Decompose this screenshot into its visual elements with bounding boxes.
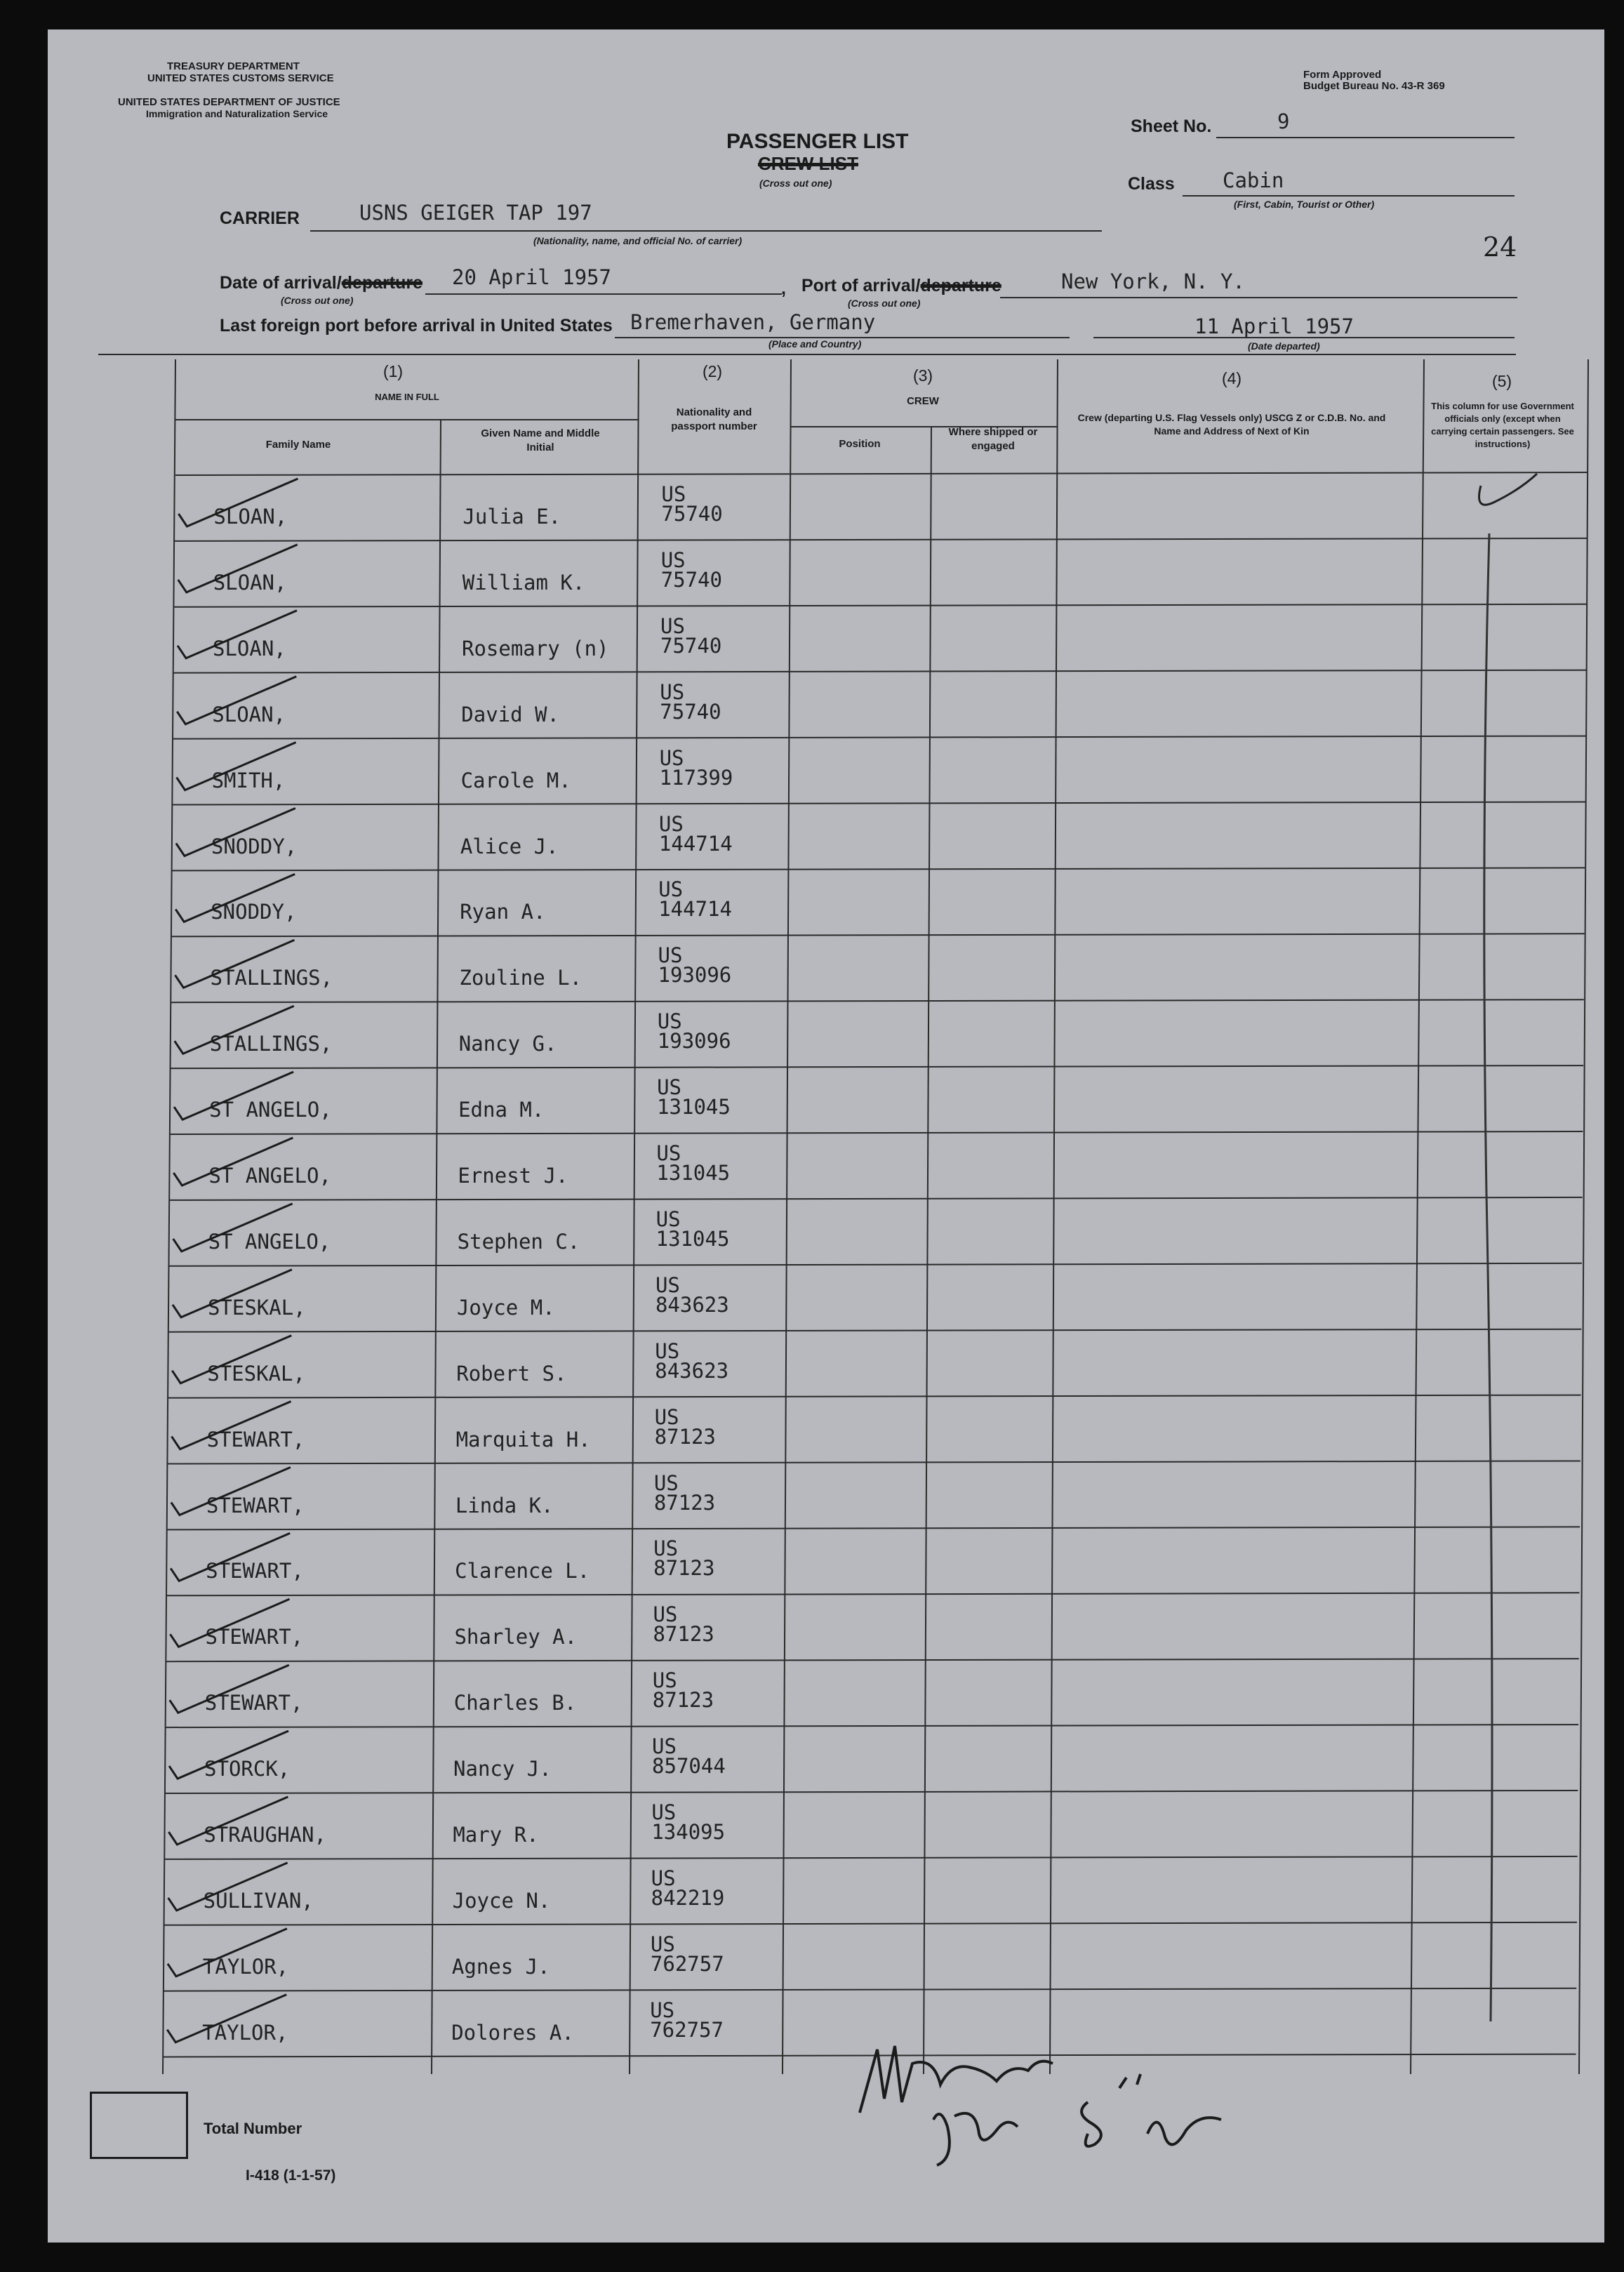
agency-line-1: TREASURY DEPARTMENT	[167, 60, 300, 72]
col4-number: (4)	[1221, 369, 1242, 387]
date-of-arrival-value: 20 April 1957	[452, 265, 611, 289]
row-check-icon	[173, 1270, 292, 1317]
family-name: STESKAL,	[207, 1295, 306, 1320]
family-name: STORCK,	[204, 1757, 291, 1781]
family-name: STALLINGS,	[210, 966, 333, 990]
column5-check-icon	[1479, 474, 1538, 505]
given-name: Linda K.	[455, 1493, 554, 1517]
passport-number: 131045	[657, 1095, 731, 1120]
col3-position: Position	[839, 438, 881, 450]
nationality: US	[650, 1998, 675, 2022]
total-number-box[interactable]	[90, 2092, 188, 2159]
agency-line-2: UNITED STATES CUSTOMS SERVICE	[147, 72, 334, 84]
passport-number: 144714	[658, 897, 732, 922]
col3-title: CREW	[907, 395, 939, 407]
given-name: Agnes J.	[451, 1954, 550, 1979]
date-caption: (Cross out one)	[281, 295, 354, 306]
family-name: SNODDY,	[211, 834, 298, 858]
date-comma: ,	[781, 279, 786, 298]
nationality: US	[660, 679, 685, 704]
col1-number: (1)	[382, 362, 404, 380]
given-name: Alice J.	[460, 834, 559, 858]
nationality: US	[658, 943, 683, 968]
nationality: US	[652, 1734, 677, 1759]
date-of-arrival-label: Date of arrival/departure	[220, 273, 422, 293]
family-name: SLOAN,	[212, 702, 286, 726]
family-name: SULLIVAN,	[203, 1888, 314, 1913]
family-name: STESKAL,	[207, 1361, 305, 1386]
passport-number: 131045	[655, 1226, 730, 1251]
given-name: Ryan A.	[460, 900, 546, 924]
family-name: TAYLOR,	[202, 2020, 288, 2045]
row-check-icon	[167, 1995, 286, 2042]
col5-number: (5)	[1491, 372, 1512, 390]
col1-given-name: Given Name and Middle Initial	[481, 427, 600, 453]
nationality: US	[650, 1932, 675, 1956]
given-name: Rosemary (n)	[462, 636, 609, 660]
budget-bureau-number: Budget Bureau No. 43-R 369	[1303, 80, 1445, 92]
given-name: Stephen C.	[457, 1229, 580, 1254]
family-name: STEWART,	[205, 1625, 304, 1649]
row-check-icon	[169, 1731, 291, 1781]
passport-number: 843623	[655, 1358, 729, 1383]
passport-number: 75740	[660, 699, 721, 724]
row-check-icon	[174, 1072, 293, 1120]
passport-number: 87123	[652, 1688, 714, 1713]
row-check-icon	[178, 545, 298, 592]
nationality: US	[651, 1866, 676, 1890]
column5-vertical-line	[1484, 533, 1492, 2021]
carrier-caption: (Nationality, name, and official No. of carrier)	[533, 235, 743, 246]
family-name: TAYLOR,	[202, 1954, 289, 1979]
nationality: US	[652, 1668, 677, 1693]
passport-number: 762757	[650, 2017, 724, 2042]
nationality: US	[656, 1141, 681, 1165]
agency-line-3: UNITED STATES DEPARTMENT OF JUSTICE	[118, 96, 340, 108]
family-name: STEWART,	[206, 1559, 304, 1583]
nationality: US	[658, 877, 684, 902]
nationality: US	[651, 1800, 677, 1824]
port-of-arrival-label: Port of arrival/departure	[801, 276, 1001, 295]
row-check-icon	[178, 479, 298, 526]
sheet-label: Sheet No.	[1131, 117, 1212, 136]
passport-number: 87123	[653, 1556, 715, 1581]
given-name: Nancy J.	[453, 1757, 552, 1781]
nationality: US	[657, 1009, 682, 1034]
passport-number: 87123	[653, 1490, 716, 1515]
given-name: Ernest J.	[458, 1164, 568, 1188]
last-port-label: Last foreign port before arrival in United States	[220, 316, 613, 336]
given-name: Mary R.	[453, 1823, 539, 1847]
given-name: William K.	[462, 570, 585, 594]
family-name: STRAUGHAN,	[204, 1823, 326, 1847]
col3-where-shipped: Where shipped or engaged	[948, 426, 1038, 452]
given-name: Carole M.	[460, 768, 571, 792]
passport-number: 762757	[650, 1951, 724, 1976]
nationality: US	[653, 1536, 679, 1561]
row-check-icon	[171, 1533, 290, 1581]
handwritten-page-number: 24	[1483, 232, 1517, 263]
nationality: US	[661, 482, 686, 506]
passport-number: 75740	[661, 502, 723, 526]
family-name: STEWART,	[204, 1691, 303, 1715]
given-name: Julia E.	[462, 505, 561, 529]
given-name: Joyce N.	[452, 1888, 551, 1913]
title-caption: (Cross out one)	[759, 178, 832, 189]
class-value: Cabin	[1223, 168, 1284, 192]
given-name: Charles B.	[453, 1691, 577, 1715]
port-caption: (Cross out one)	[848, 298, 921, 309]
passport-number: 144714	[658, 831, 733, 856]
row-check-icon	[175, 874, 295, 922]
given-name: Nancy G.	[458, 1032, 557, 1056]
col2-number: (2)	[702, 362, 723, 380]
family-name: STEWART,	[206, 1427, 305, 1451]
passport-number: 75740	[660, 567, 723, 592]
passport-number: 87123	[654, 1424, 716, 1449]
carrier-label: CARRIER	[220, 208, 300, 228]
family-name: ST ANGELO,	[208, 1164, 331, 1188]
signature-image	[828, 2035, 1249, 2176]
form-title: PASSENGER LIST	[726, 130, 909, 153]
nationality: US	[660, 547, 686, 572]
carrier-value: USNS GEIGER TAP 197	[359, 201, 592, 225]
col1-family-name: Family Name	[265, 439, 331, 451]
class-caption: (First, Cabin, Tourist or Other)	[1234, 199, 1375, 210]
col2-title: Nationality and passport number	[671, 406, 757, 432]
row-check-icon	[173, 1204, 293, 1251]
given-name: Joyce M.	[456, 1295, 555, 1320]
row-check-icon	[172, 1402, 291, 1449]
nationality: US	[654, 1404, 679, 1429]
passport-number: 193096	[657, 1029, 731, 1054]
last-port-caption: (Place and Country)	[768, 338, 862, 350]
family-name: SNODDY,	[211, 900, 297, 924]
row-check-icon	[178, 611, 297, 658]
row-check-icon	[175, 940, 294, 988]
row-check-icon	[168, 1797, 288, 1845]
nationality: US	[655, 1338, 680, 1363]
nationality: US	[653, 1470, 679, 1495]
row-check-icon	[172, 1336, 291, 1383]
passport-number: 131045	[656, 1161, 731, 1185]
given-name: David W.	[461, 702, 559, 726]
row-check-icon	[168, 1863, 288, 1911]
passport-number: 75740	[660, 633, 722, 658]
passport-number: 134095	[651, 1820, 726, 1844]
family-name: STALLINGS,	[209, 1032, 333, 1056]
family-name: SLOAN,	[213, 505, 288, 529]
given-name: Marquita H.	[455, 1427, 591, 1451]
family-name: ST ANGELO,	[208, 1229, 331, 1254]
port-of-arrival-value: New York, N. Y.	[1061, 270, 1245, 293]
nationality: US	[655, 1207, 681, 1231]
given-name: Clarence L.	[455, 1559, 590, 1583]
total-number-label: Total Number	[204, 2120, 302, 2137]
class-label: Class	[1128, 174, 1175, 194]
col3-number: (3)	[912, 366, 933, 385]
form-approved: Form Approved	[1303, 69, 1382, 81]
row-check-icon	[168, 1929, 287, 1977]
nationality: US	[655, 1273, 680, 1297]
given-name: Edna M.	[458, 1098, 545, 1122]
passport-number: 193096	[658, 963, 732, 988]
passport-number: 87123	[653, 1622, 714, 1647]
row-check-icon	[177, 743, 296, 790]
row-check-icon	[175, 1006, 294, 1054]
row-check-icon	[171, 1468, 291, 1515]
row-check-icon	[177, 677, 296, 724]
given-name: Robert S.	[456, 1361, 567, 1386]
passport-number: 857044	[652, 1754, 726, 1779]
given-name: Zouline L.	[459, 966, 583, 990]
family-name: SMITH,	[211, 768, 286, 792]
given-name: Dolores A.	[451, 2020, 574, 2045]
passport-number: 842219	[651, 1885, 725, 1910]
agency-line-4: Immigration and Naturalization Service	[146, 108, 328, 119]
family-name: STEWART,	[206, 1493, 305, 1517]
row-check-icon	[170, 1599, 289, 1647]
last-port-value: Bremerhaven, Germany	[630, 310, 876, 334]
family-name: SLOAN,	[213, 570, 287, 594]
nationality: US	[657, 1075, 681, 1100]
nationality: US	[659, 745, 684, 770]
nationality: US	[660, 613, 685, 638]
form-number: I-418 (1-1-57)	[246, 2167, 336, 2184]
col4-title: Crew (departing U.S. Flag Vessels only) USCG Z or C.D.B. No. and Name and Address of Next of Kin	[1077, 412, 1386, 437]
row-check-icon	[173, 1138, 293, 1185]
family-name: ST ANGELO,	[209, 1098, 332, 1122]
row-check-icon	[170, 1665, 289, 1713]
row-check-icon	[176, 809, 298, 858]
family-name: SLOAN,	[213, 636, 286, 660]
nationality: US	[658, 811, 684, 836]
crew-list-struck: CREW LIST	[758, 153, 858, 174]
nationality: US	[653, 1602, 678, 1627]
col5-title: This column for use Government officials only (except when carrying certain passengers. See instructions)	[1431, 401, 1574, 449]
date-departed-caption: (Date departed)	[1248, 340, 1320, 352]
col1-title: NAME IN FULL	[375, 392, 439, 402]
passport-number: 117399	[659, 765, 733, 790]
date-departed-value: 11 April 1957	[1194, 314, 1354, 338]
given-name: Sharley A.	[454, 1625, 578, 1649]
passport-number: 843623	[655, 1292, 729, 1317]
sheet-value: 9	[1277, 109, 1290, 133]
